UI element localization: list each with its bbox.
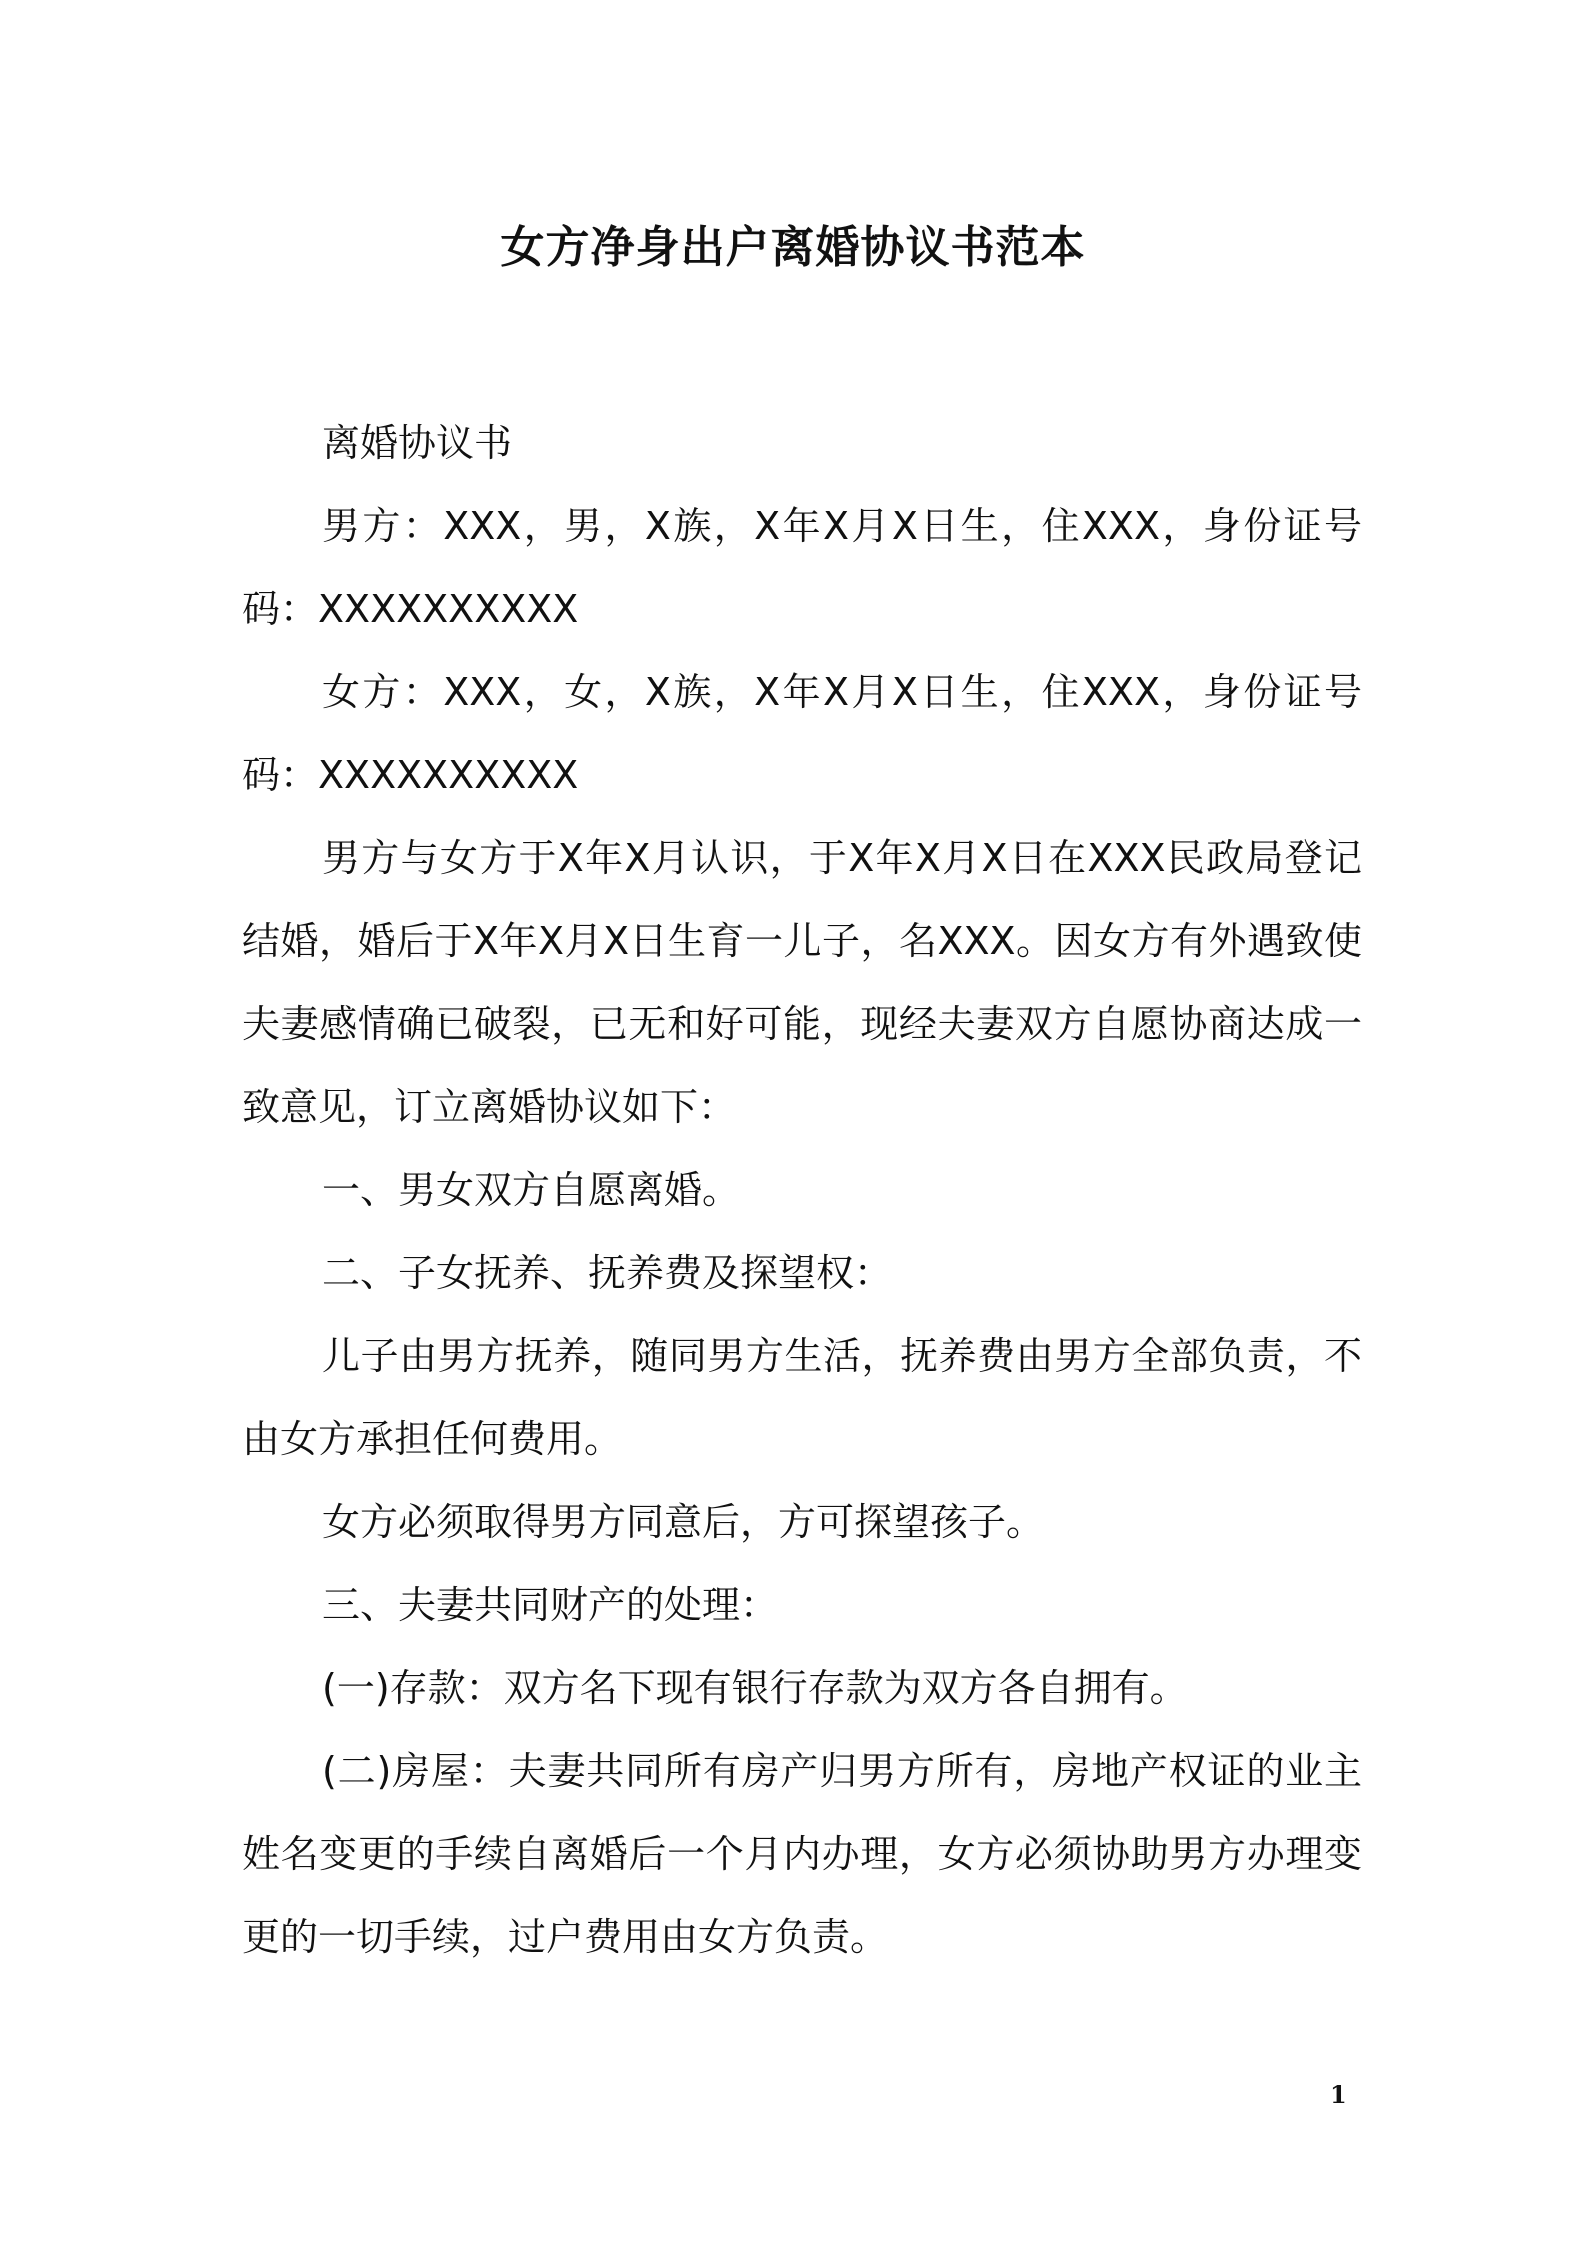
paragraph-deposits: (一)存款：双方名下现有银行存款为双方各自拥有。: [322, 1666, 1188, 1710]
document-title: 女方净身出户离婚协议书范本: [500, 222, 1086, 273]
paragraph-clause-2: 二、子女抚养、抚养费及探望权：: [322, 1251, 893, 1295]
paragraph-visitation: 女方必须取得男方同意后，方可探望孩子。: [322, 1500, 1045, 1544]
document-body: [242, 402, 1362, 1979]
paragraph-heading: 离婚协议书: [322, 421, 513, 465]
paragraph-background: 男方与女方于X年X月认识，于X年X月X日在XXX民政局登记结婚，婚后于X年X月X日生育一儿子，名XXX。因女方有外遇致使夫妻感情确已破裂，已无和好可能，现经夫妻双方自愿协商达成一致意见，订立离婚协议如下：: [242, 836, 1362, 1129]
paragraph-custody: 儿子由男方抚养，随同男方生活，抚养费由男方全部负责，不由女方承担任何费用。: [242, 1334, 1362, 1461]
paragraph-housing: (二)房屋：夫妻共同所有房产归男方所有，房地产权证的业主姓名变更的手续自离婚后一个月内办理，女方必须协助男方办理变更的一切手续，过户费用由女方负责。: [242, 1749, 1362, 1959]
paragraph-clause-3: 三、夫妻共同财产的处理：: [322, 1583, 779, 1627]
paragraph-clause-1: 一、男女双方自愿离婚。: [322, 1168, 741, 1212]
page-number: 1: [1330, 2080, 1347, 2109]
paragraph-male-party: 男方：XXX，男，X族，X年X月X日生，住XXX，身份证号码：XXXXXXXXXX: [242, 504, 1362, 631]
paragraph-female-party: 女方：XXX，女，X族，X年X月X日生，住XXX，身份证号码：XXXXXXXXXX: [242, 670, 1362, 797]
